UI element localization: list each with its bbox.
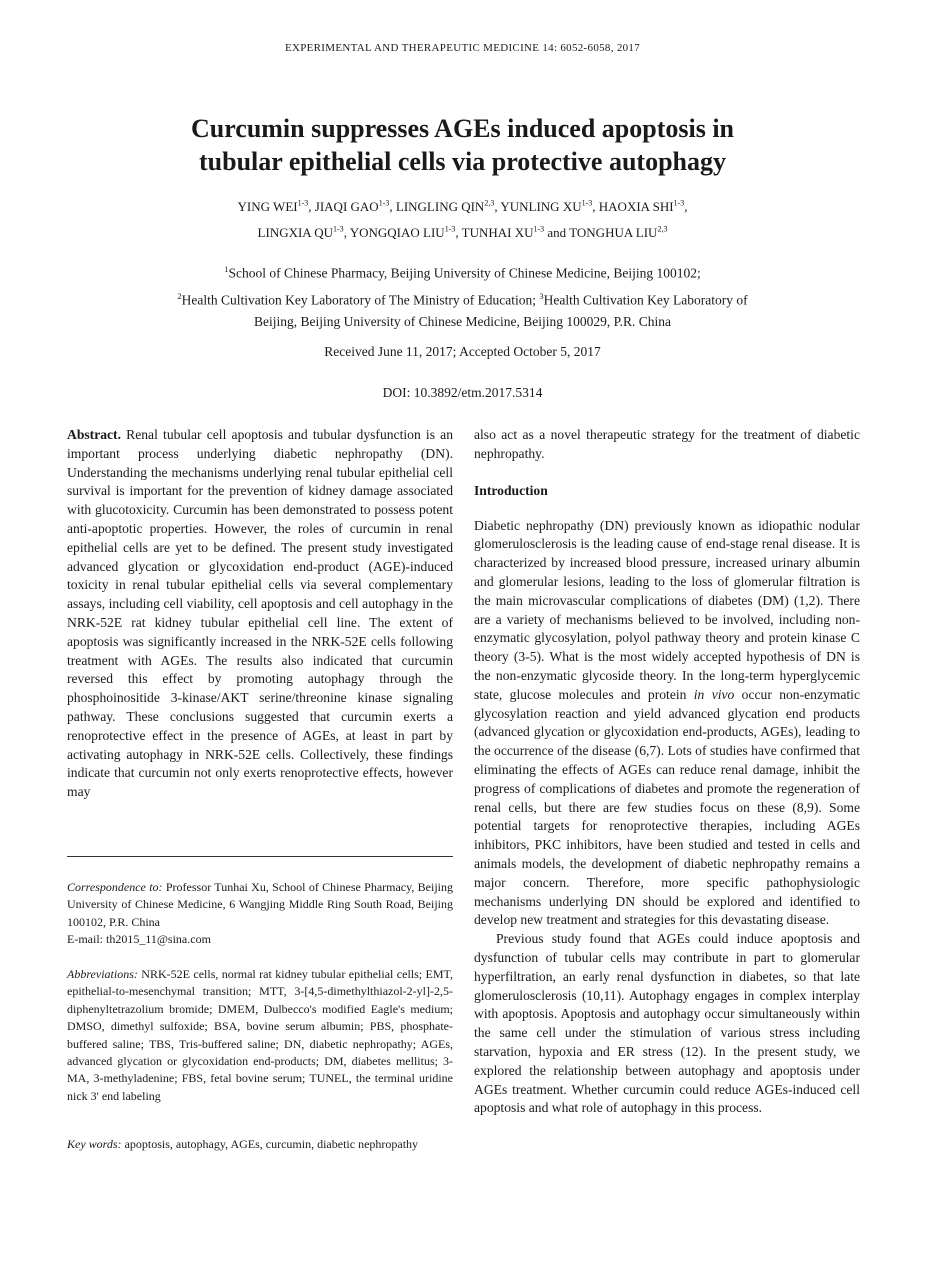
correspondence [67,879,453,949]
intro-paragraph-2: Previous study found that AGEs could induce apoptosis and dysfunction of tubular cells may contribute in part to glomerular hyperfiltration, an early renal dysfunction in diabetes, so that late glomerulosclerosis (10,11). Autophagy engages in complex interplay with apoptosis. Apoptosis and autophagy occur simultaneously within the same cell under the stimulation of various stress including starvation, hypoxia and ER stress (12). In the present study, we explored the relationship between autophagy and apoptosis under AGEs treatment. Whether curcumin could reduce AGEs-induced cell apoptosis and what role of autophagy in this process. [474,931,860,1116]
author: TUNHAI XU$^{1-3}$ and [461,224,570,240]
author: TONGHUA LIU$^{2,3}$ [569,224,668,240]
abstract-label: Abstract. [67,427,121,442]
abstract [67,426,453,802]
intro-paragraph-1: Diabetic nephropathy (DN) previously known as idiopathic nodular glomerulosclerosis is the leading cause of end-stage renal disease. It is characterized by increased blood pressure, increased urinary albumin and glomerular lesions, leading to the loss of glomerular filtration is the main microvascular complications of diabetes (DM) (1,2). There are a variety of mechanisms believed to be involved, including non-enzymatic glycosylation, polyol pathway theory and protein kinase C theory (3-5). What is the most widely accepted hypothesis of DN is the non-enzymatic glycoside theory. In the long-term hyperglycemic state, glucose molecules and protein in vivo occur non-enzymatic glycosylation reaction and yield advanced glycation end products (advanced glycation or glycoxidation end-products, AGEs), leading to the occurrence of the disease (6,7). Lots of studies have confirmed that eliminating the effects of AGEs can reduce renal damage, inhibit the progress of complications of diabetes and promote the regeneration of renal cells, but there are few studies focus on these (8,9). Some potential targets for renoprotective therapies, including AGEs inhibitors, PKC inhibitors, have been studied and tested in cells and animals models, the development of diabetic nephropathy remains a major concern. Therefore, more specific pathophysiologic mechanisms underlying DN should be explored and identified to develop new treatment and strategies for this devastating disease. [474,517,860,928]
left-column [67,426,453,802]
section-heading-introduction: Introduction [474,482,548,498]
running-head: EXPERIMENTAL AND THERAPEUTIC MEDICINE 14: 6052-6058, 2017 [284,42,641,54]
article-title [80,112,845,178]
correspondence-label: Correspondence to: [67,880,163,894]
correspondence-text: Professor Tunhai Xu, School of Chinese Pharmacy, Beijing University of Chinese Medicine, 6 Wangjing Middle Ring South Road, Beijing 100102, P.R. China [67,880,453,929]
right-column [474,426,860,1118]
affiliation-1: School of Chinese Pharmacy, Beijing University of Chinese Medicine, Beijing 100102; [228,265,701,281]
author: YUNLING XU$^{1-3}$, [500,199,599,215]
author-list [60,193,865,244]
title-line-2: tubular epithelial cells via protective autophagy [199,147,726,176]
keywords-label: Key words: [67,1137,122,1151]
abbreviations-label: Abbreviations: [67,967,138,981]
author: YONGQIAO LIU$^{1-3}$, [349,224,462,240]
affiliation-3: Health Cultivation Key Laboratory of [543,292,748,307]
affiliation-2: Health Cultivation Key Laboratory of The Ministry of Education; [181,292,540,307]
affiliation-3-cont: Beijing, Beijing University of Chinese Medicine, Beijing 100029, P.R. China [254,314,671,329]
received-accepted-dates: Received June 11, 2017; Accepted October 5, 2017 [324,344,601,359]
author: JIAQI GAO$^{1-3}$, [314,199,396,215]
keywords-text: apoptosis, autophagy, AGEs, curcumin, diabetic nephropathy [121,1137,419,1151]
affiliations: $^1$School of Chinese Pharmacy, Beijing University of Chinese Medicine, Beijing 100102; $^2$Health Cultivation Key Laboratory of The Ministry of Education; $^3$Health Cultivation Key Laboratory of Beijing, Beijing University of Chinese Medicine, Beijing 100029, P.R. China [177,264,748,329]
correspondence-email: E-mail: th2015_11@sina.com [67,932,211,947]
author: LINGLING QIN$^{2,3}$, [395,199,501,215]
italic-term: in vivo [693,686,735,702]
author: YING WEI$^{1-3}$, [237,199,315,215]
author: HAOXIA SHI$^{1-3}$, [598,199,688,215]
abbreviations [67,966,453,1105]
footnote-divider [67,856,453,857]
keywords [67,1136,453,1153]
author: LINGXIA QU$^{1-3}$, [257,224,350,240]
abstract-text: Renal tubular cell apoptosis and tubular dysfunction is an important process underlying diabetic nephropathy (DN). Understanding the mechanisms underlying renal tubular epithelial cell survival is important for the prevention of kidney damage associated with glucotoxicity. Curcumin has been demonstrated to possess potent anti-apoptotic properties. However, the roles of curcumin in renal epithelial cells are yet to be defined. The present study investigated advanced glycation or glycoxidation end-product (AGE)-induced toxicity in renal tubular epithelial cells via several complementary assays, including cell viability, cell apoptosis and cell autophagy in the NRK-52E rat kidney tubular epithelial cell line. The extent of apoptosis was significantly increased in the NRK-52E cells following treatment with AGEs. The results also indicated that curcumin reversed this effect by promoting autophagy through the phosphoinositide 3-kinase/AKT serine/threonine kinase signaling pathway. These conclusions suggested that curcumin exerts a renoprotective effect in the presence of AGEs, at least in part by activating autophagy in NRK-52E cells. Collectively, these findings indicate that curcumin not only exerts renoprotective effects, however may [67,427,453,800]
title-line-1: Curcumin suppresses AGEs induced apoptosis in [190,114,735,143]
doi: DOI: 10.3892/etm.2017.5314 [382,385,543,400]
abbreviations-text: NRK-52E cells, normal rat kidney tubular epithelial cells; EMT, epithelial-to-mesenchymal transition; MTT, 3-[4,5-dimethylthiazol-2-yl]-2,5-diphenyltetrazolium bromide; DMEM, Dulbecco's modified Eagle's medium; DMSO, dimethyl sulfoxide; BSA, bovine serum albumin; PBS, phosphate-buffered saline; TBS, Tris-buffered saline; DN, diabetic nephropathy; AGEs, advanced glycation or glycoxidation end-products; DM, diabetes mellitus; 3-MA, 3-methyladenine; FBS, fetal bovine serum; TUNEL, the terminal uridine nick 3' end labeling [67,967,453,1103]
abstract-continuation: also act as a novel therapeutic strategy for the treatment of diabetic nephropathy. [474,427,860,461]
